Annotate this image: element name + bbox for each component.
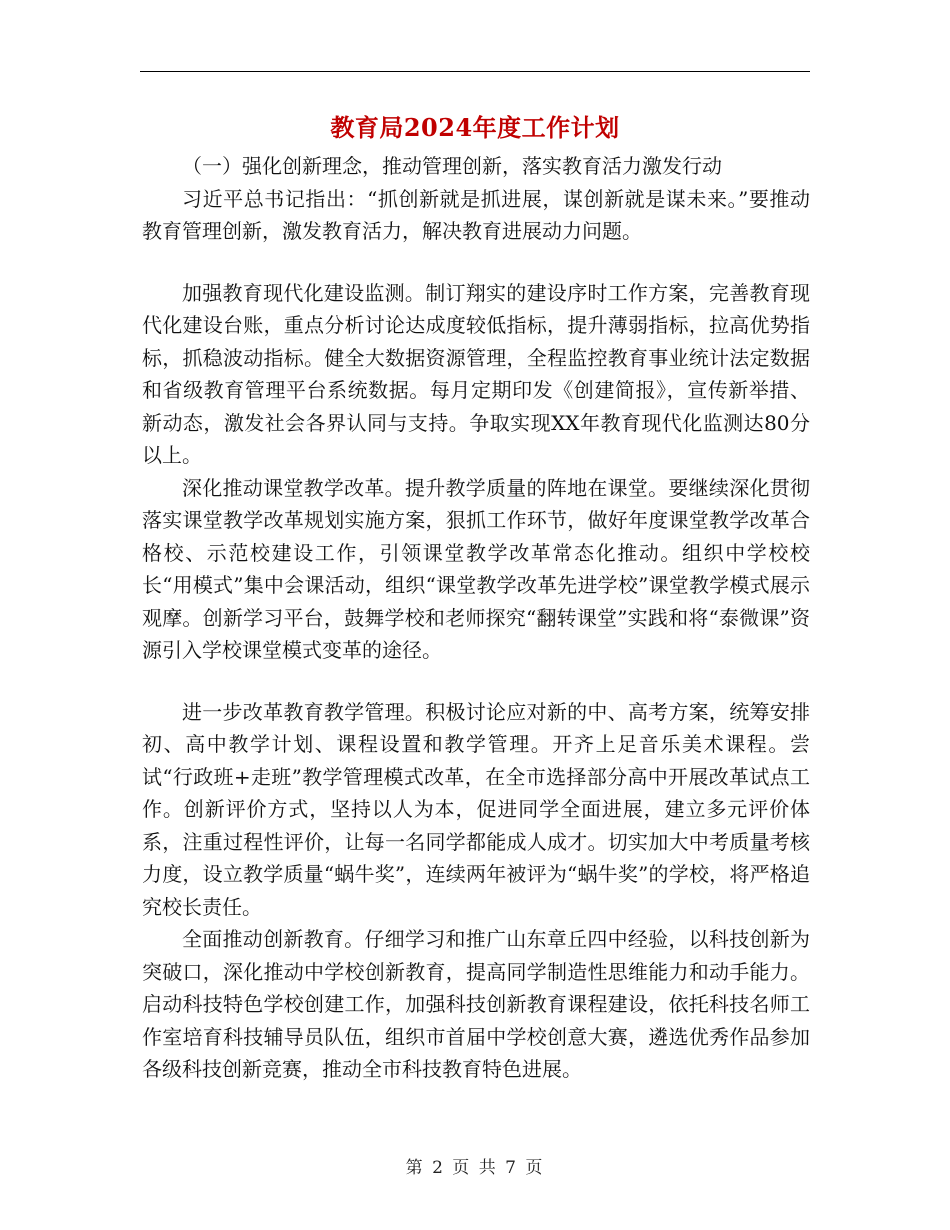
paragraph-quote: 习近平总书记指出：“抓创新就是抓进展，谋创新就是谋未来。”要推动教育管理创新，激发教育活力，解决教育进展动力问题。 [142,186,810,243]
paragraph-classroom-reform: 深化推动课堂教学改革。提升教学质量的阵地在课堂。要继续深化贯彻落实课堂教学改革规划实施方案，狠抓工作环节，做好年度课堂教学改革合格校、示范校建设工作，引领课堂教学改革常态化推动。组织中学校校长“用模式”集中会课活动，组织“课堂教学改革先进学校”课堂教学模式展示观摩。创新学习平台，鼓舞学校和老师探究“翻转课堂”实践和将“泰微课”资源引入学校课堂模式变革的途径。 [142,475,810,662]
page-number: 第 2 页 共 7 页 [405,1158,545,1178]
paragraph-teaching-management: 进一步改革教育教学管理。积极讨论应对新的中、高考方案，统筹安排初、高中教学计划、课程设置和教学管理。开齐上足音乐美术课程。尝试“行政班+走班”教学管理模式改革，在全市选择部分高中开展改革试点工作。创新评价方式，坚持以人为本，促进同学全面进展，建立多元评价体系，注重过程性评价，让每一名同学都能成人成才。切实加大中考质量考核力度，设立教学质量“蜗牛奖”，连续两年被评为“蜗牛奖”的学校，将严格追究校长责任。 [142,699,810,919]
paragraph-monitoring: 加强教育现代化建设监测。制订翔实的建设序时工作方案，完善教育现代化建设台账，重点分析讨论达成度较低指标，提升薄弱指标，拉高优势指标，抓稳波动指标。健全大数据资源管理，全程监控教育事业统计法定数据和省级教育管理平台系统数据。每月定期印发《创建简报》，宣传新举措、新动态，激发社会各界认同与支持。争取实现XX年教育现代化监测达80分以上。 [142,280,810,467]
paragraph-innovation-education: 全面推动创新教育。仔细学习和推广山东章丘四中经验，以科技创新为突破口，深化推动中学校创新教育，提高同学制造性思维能力和动手能力。启动科技特色学校创建工作，加强科技创新教育课程建设，依托科技名师工作室培育科技辅导员队伍，组织市首届中学校创意大赛，遴选优秀作品参加各级科技创新竞赛，推动全市科技教育特色进展。 [142,927,810,1081]
document-title: 教育局2024年度工作计划 [330,113,620,142]
document-body [142,150,810,1086]
header-rule [140,71,810,72]
section-heading: （一）强化创新理念，推动管理创新，落实教育活力激发行动 [182,154,722,178]
